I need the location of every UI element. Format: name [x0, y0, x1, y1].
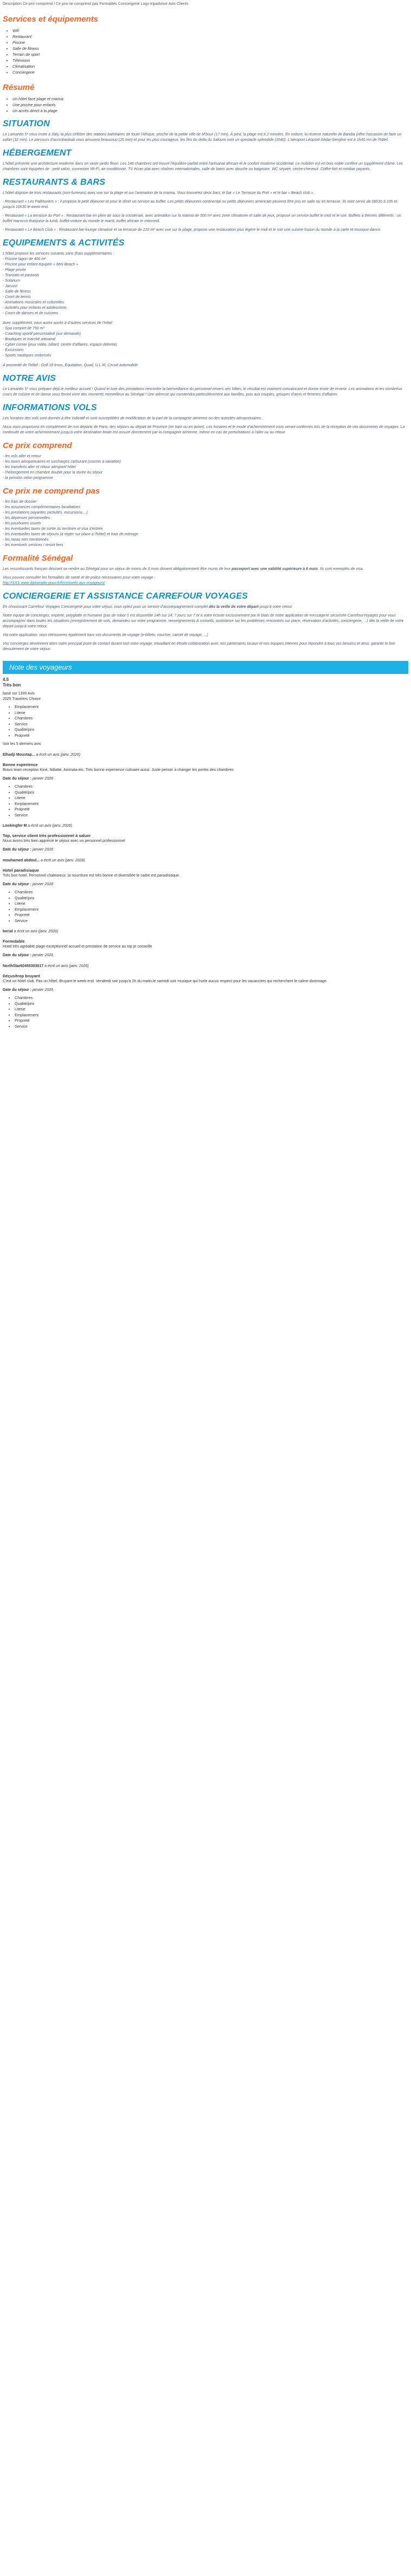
- notes-bar-title: Note des voyageurs: [3, 661, 408, 674]
- restaurants-title: RESTAURANTS & BARS: [3, 178, 106, 187]
- equipements-nearby: À proximité de l'hôtel : Golf 18 trous, Équitation, Quad, U.L.M, Circuit automobile: [3, 364, 138, 367]
- equipements-free-list: [3, 251, 408, 316]
- review-title: Bonne experience: [3, 762, 38, 767]
- restaurants-section: [3, 178, 408, 233]
- review-wrote: a écrit un avis (janv. 2026): [35, 753, 81, 757]
- resume-item: • Une piscine pour enfants: [12, 102, 408, 108]
- review-category: • Qualité/prix: [15, 790, 408, 796]
- review-author: Lookingfor M: [3, 824, 27, 828]
- equipement-item: - Piscine pour enfant équipée « Mini Beach »: [3, 263, 79, 267]
- review-text: Hotel très agréable plage exceptionnel accueil et prestation de service au top je conseille: [3, 945, 152, 949]
- review-date: [3, 882, 408, 887]
- situation-title: SITUATION: [3, 119, 50, 128]
- prix-ne-comprend-item: - les dépenses personnelles: [3, 516, 50, 520]
- review-date-label: Date du séjour :: [3, 848, 31, 852]
- travelers-choice-award: 2025 Travelers Choice: [3, 697, 41, 701]
- service-item: • Climatisation: [12, 63, 408, 69]
- conciergerie-paragraph: Vos concierges deviennent alors votre principal point de contact durant tout votre voyage, travaillant en étroite collaboration avec nos partenaires locaux et nos équipes internes pour répondre à tous vos besoins et ainsi, garantir le bon déroulement de votre séjour.: [3, 642, 395, 651]
- equipements-intro2: Avec supplément, vous aurez accès à d'autres services de l'hôtel :: [3, 321, 114, 325]
- review-author: mouhamed abdoul...: [3, 859, 40, 862]
- prix-ne-comprend-item: - les éventuelles taxes de sortie du territoire et visa d'entrée: [3, 527, 103, 531]
- prix-ne-comprend-list: [3, 499, 408, 548]
- review-category: • Qualité/prix: [15, 1001, 408, 1007]
- service-item: • Piscine: [12, 40, 408, 46]
- review-title: Déçus/trop bruyant: [3, 974, 40, 978]
- equipement-item: - Transats et parasols: [3, 274, 40, 277]
- review-categories: [15, 995, 408, 1029]
- review-author: berial: [3, 930, 13, 933]
- equipement-paid-item: - Spa complet de 750 m²: [3, 327, 44, 330]
- review-category: • Propreté: [15, 912, 408, 918]
- rating-value: 4.5: [3, 677, 9, 682]
- review-date-value: janvier 2026: [32, 883, 53, 886]
- see-last-reviews-link[interactable]: Voir les 5 derniers avis: [3, 742, 41, 746]
- review-category: • Literie: [15, 795, 408, 801]
- review-item: [3, 752, 408, 818]
- resume-item: • Un hôtel face plage et marina: [12, 96, 408, 102]
- review-author: Elhadji Moustap...: [3, 753, 35, 757]
- review-category: • Emplacement: [15, 1013, 408, 1018]
- prix-ne-comprend-section: [3, 486, 408, 548]
- review-author-line: [3, 752, 408, 758]
- prix-ne-comprend-item: - les éventuelles taxes de séjours (à régler sur place à l'hôtel) et frais de ménage: [3, 533, 138, 536]
- prix-comprend-list: [3, 454, 408, 481]
- review-date-value: janvier 2026: [32, 988, 53, 992]
- review-date: [3, 953, 408, 958]
- equipement-paid-item: - Excursions: [3, 348, 24, 352]
- review-author: NorthStar60455303017: [3, 964, 44, 968]
- equipement-item: - Activités pour enfants et adolescents: [3, 306, 67, 310]
- review-text: Bravo team reception Kiné, Ndiatte, Aminata etc. Très bonne experience culinaire aussi. Juste penser à changer les portes des chambres.: [3, 768, 235, 772]
- review-date-label: Date du séjour :: [3, 953, 31, 957]
- services-title: Services et équipements: [3, 15, 98, 24]
- review-category: • Chambres: [15, 995, 408, 1001]
- review-author-line: [3, 823, 408, 829]
- conciergerie-section: [3, 592, 408, 652]
- equipements-title: EQUIPEMENTS & ACTIVITÉS: [3, 238, 125, 248]
- prix-ne-comprend-item: - les frais de dossier: [3, 500, 37, 504]
- hebergement-text: L'hôtel présente une architecture moderne dans un vaste jardin fleuri. Les 146 chambres ont trouvé l'équilibre parfait entre l'artisanat africain et le confort moderne occidental. Le mobilier est en bois noble confère un supplément d'âme. Les chambres sont équipées de : petit salon, connexion Wi-Fi, air conditionné, TV écran plat avec chaînes internationales, salle de bains avec douche ou baignoire, WC séparé, sèche-cheveux. Coffre-fort et minibar payants.: [3, 162, 403, 171]
- conciergerie-text-bold: dès la veille de votre départ: [209, 605, 259, 609]
- review-wrote: a écrit un avis (janv. 2026): [43, 964, 89, 968]
- equipement-paid-item: - Cyber corner (jeux vidéo, billard, centre d'affaires, espace détente): [3, 343, 117, 347]
- prix-comprend-item: - les vols aller et retour: [3, 455, 41, 458]
- review-item: [3, 929, 408, 958]
- review-title: Formidable: [3, 939, 25, 944]
- rating-category: • Propreté: [15, 733, 408, 739]
- prix-ne-comprend-item: - les repas non mentionnés: [3, 538, 49, 542]
- review-categories: [15, 890, 408, 924]
- notre-avis-text: Le Lamantin 5* vous prépare déjà le meilleur accueil ! Quand le luxe des prestations rencontre la bienveillance du personnel envers ses hôtes, le résultat est vraiment convaincant et donne envie de revenir. Les animations et les nombreux cours de cuisine et de danse vous feront vivre des moments merveilleux au Sénégal ! Une adresse qui conviendra particulièrement aux familles, puis aux couples, groupes d'amis et femmes d'affaires.: [3, 387, 402, 397]
- equipement-paid-item: - Boutiques et marché artisanal: [3, 338, 55, 341]
- review-text: Très bon hotel. Personnel chaleureux ,la nourriture est très bonne et diversifiée le cadre est paradisiaque.: [3, 874, 180, 878]
- formalite-title: Formalité Sénégal: [3, 554, 73, 563]
- review-date-label: Date du séjour :: [3, 988, 31, 992]
- conciergerie-paragraph: Via notre application, vous retrouverez également tous vos documents de voyage (e-billets, voucher, carnet de voyage, ...): [3, 633, 208, 637]
- conciergerie-title: CONCIERGERIE ET ASSISTANCE CARREFOUR VOYAGES: [3, 592, 248, 601]
- service-item: • Restaurant: [12, 34, 408, 40]
- review-date: [3, 776, 408, 782]
- equipement-item: - Solarium: [3, 279, 20, 283]
- resume-title: Résumé: [3, 83, 35, 92]
- prix-comprend-item: - les transferts aller et retour aéroport/ hôtel: [3, 465, 76, 469]
- rating-category: • Service: [15, 722, 408, 728]
- prix-ne-comprend-item: - les prestations payantes (activités, excursions,...): [3, 511, 88, 515]
- review-date-value: janvier 2026: [32, 848, 53, 852]
- review-category: • Emplacement: [15, 801, 408, 807]
- formalite-passport-text: [3, 567, 408, 572]
- prix-comprend-item: - la pension selon programme: [3, 476, 53, 480]
- equipement-item: - Salle de fitness: [3, 290, 31, 294]
- review-category: • Service: [15, 1024, 408, 1030]
- equipements-section: [3, 238, 408, 368]
- rating-category: • Qualité/prix: [15, 727, 408, 733]
- review-category: • Literie: [15, 1007, 408, 1013]
- restaurants-paragraph: L'hôtel dispose de trois restaurants (non-fumeurs) avec vue sur la plage et sur l'animation de la marina. Vous trouverez deux bars, le bar « Le Terrasse du Port » et le bar « Beach club ».: [3, 191, 314, 195]
- prix-comprend-item: - les taxes aéroportuaires et surcharges carburant (soumis à variation): [3, 460, 121, 464]
- review-category: • Literie: [15, 901, 408, 907]
- notre-avis-title: NOTRE AVIS: [3, 374, 56, 383]
- rating-label: Très bon: [3, 683, 21, 687]
- formalite-text-end: . Ils sont exemptés de visa.: [318, 567, 364, 571]
- service-item: • Conciergerie: [12, 69, 408, 75]
- rating-category: • Literie: [15, 710, 408, 716]
- prix-ne-comprend-item: - les éventuels services / resort fees: [3, 543, 63, 547]
- equipement-item: - Jacuzzi: [3, 284, 18, 288]
- review-title: Top, service client très professionnel à saluer: [3, 833, 91, 838]
- resume-list: [12, 96, 408, 114]
- review-category: • Chambres: [15, 890, 408, 896]
- services-list: [12, 28, 408, 75]
- review-wrote: a écrit un avis (janv. 2026): [27, 824, 72, 828]
- review-item: [3, 858, 408, 924]
- hebergement-title: HÉBERGEMENT: [3, 148, 72, 158]
- informations-title: INFORMATIONS VOLS: [3, 403, 97, 412]
- review-title: Hotel paradisiaque: [3, 868, 40, 873]
- service-item: • Télévision: [12, 57, 408, 63]
- review-text: Nous avons très bien apprécié le séjour avec un personnel professionnel: [3, 839, 125, 843]
- review-date: [3, 988, 408, 993]
- situation-section: [3, 119, 408, 143]
- service-item: • Salle de fitness: [12, 46, 408, 51]
- review-date-value: janvier 2026: [32, 953, 53, 957]
- equipement-item: - Animations musicales et culturelles: [3, 301, 64, 304]
- review-category: • Propreté: [15, 1018, 408, 1024]
- formalite-section: [3, 554, 408, 586]
- prix-ne-comprend-item: - les pourboires usuels: [3, 522, 41, 525]
- review-date-label: Date du séjour :: [3, 777, 31, 781]
- review-category: • Service: [15, 813, 408, 819]
- equipement-paid-item: - Sports nautiques motorisés: [3, 354, 52, 358]
- rating-category: • Chambres: [15, 716, 408, 722]
- review-category: • Chambres: [15, 784, 408, 790]
- conciergerie-text-end: jusqu'à votre retour.: [258, 605, 293, 609]
- hebergement-section: [3, 148, 408, 172]
- equipement-item: - Court de tennis: [3, 295, 31, 299]
- equipement-item: - Cours de danses et de cuisines: [3, 312, 58, 315]
- reviews-section: [3, 677, 408, 1029]
- restaurants-paragraph: - Restaurant « Les Palétuviers » : il propose le petit déjeuner et pour le dîner un service au buffet. Les petits déjeuners continental ou petits déjeuners américain peuvent être pris en salle ou en terrasse. Ils sont servis de 06h30 à 10h et jusqu'à 10h30 le week-end.: [3, 200, 397, 209]
- formalite-text-bold: passeport avec une validité supérieure à 6 mois: [232, 567, 318, 571]
- informations-paragraph: Les horaires des vols sont donnés à titre indicatif et sont susceptibles de modification de la part de la compagnie aérienne ou des autorités aéroportuaires.: [3, 417, 262, 420]
- review-category: • Propreté: [15, 807, 408, 813]
- page-navigation-text: Description Ce prix comprend / Ce prix ne comprend pas Formalités Conciergerie Logo tripadvisor Avis Clients: [3, 2, 189, 6]
- formalite-link[interactable]: http://XXX.www.diplomatie.gouv.fr/fr/conseils-aux-voyageurs/: [3, 581, 105, 585]
- formalite-consult-text: [3, 575, 408, 586]
- informations-paragraph: Nous vous proposons en complément de nos départs de Paris, des séjours au départ de Province (en train ou en avion). Les horaires et le mode d'acheminement vous seront confirmés lors de la réception de vos documents de voyages. La continuité de votre acheminement jusqu'à votre destination finale est assuré directement par la compagnie aérienne, même en cas de perturbations à l'aller ou au retour.: [3, 425, 405, 434]
- review-author-line: [3, 964, 408, 969]
- services-section: [3, 15, 408, 75]
- resume-item: • Un accès direct à la plage: [12, 108, 408, 114]
- review-wrote: a écrit un avis (janv. 2026): [12, 930, 59, 933]
- resume-section: [3, 83, 408, 114]
- review-text: C'est un hôtel club. Pas un hôtel. Bruyant le week-end. Vendredi soir jusqu'à 2h du matin,le samedi soir musique qui hurle aucun respect pour les vacanciers qui recherchent le calme dommage.: [3, 979, 327, 983]
- equipement-item: - Plage privée: [3, 268, 27, 272]
- informations-section: [3, 403, 408, 436]
- prix-ne-comprend-item: - les assurances complémentaires facultatives: [3, 505, 81, 509]
- prix-comprend-section: [3, 441, 408, 481]
- equipement-paid-item: - Coaching sportif personnalisé (sur demande): [3, 332, 81, 336]
- review-categories: [15, 784, 408, 818]
- review-item: [3, 823, 408, 853]
- restaurants-paragraph: - Restaurant « Le Beach Club » : Restaurant bar-lounge climatisé et sa terrasse de 220 m² avec vue sur la plage, propose une restauration plus légère le midi et le soir une cuisine fusion du monde à la carte et musique dance.: [3, 228, 381, 232]
- review-author-line: [3, 858, 408, 864]
- conciergerie-text-start: En choisissant Carrefour Voyages Conciergerie pour votre séjour, vous optez pour un service d'accompagnement complet: [3, 605, 209, 609]
- review-wrote: a écrit un avis (janv. 2026): [40, 859, 85, 862]
- review-category: • Service: [15, 918, 408, 924]
- review-date-label: Date du séjour :: [3, 883, 31, 886]
- rating-categories: [15, 704, 408, 738]
- review-author-line: [3, 929, 408, 935]
- prix-ne-comprend-title: Ce prix ne comprend pas: [3, 486, 100, 496]
- equipement-item: - Piscine lagon de 400 m²: [3, 257, 46, 261]
- conciergerie-paragraph: Notre équipe de concierges, experte, polyglotte et humaine (pas de robot !) est disponible 24h sur 24, 7 jours sur 7 et à votre écoute exclusivement par le biais de notre application de messagerie sécurisée CarrefourVoyages pour vous accompagner dans toutes les situations (enregistrement de vols, demandes sur votre programme, renseignements & conseils, assistance sur les problèmes rencontrés sur place, réservation d'activités, conciergerie, ...) dès la veille de votre départ jusqu'à votre retour.: [3, 614, 404, 628]
- equipements-intro: L'hôtel propose les services suivants sans (frais supplémentaires :: [3, 252, 114, 256]
- review-date-value: janvier 2026: [32, 777, 53, 781]
- formalite-text-start: Les ressortissants français désirant se rendre au Sénégal pour un séjour de moins de 3 mois doivent obligatoirement être munis de leur: [3, 567, 232, 571]
- restaurants-paragraph: - Restaurant « La terrasse du Port » : Restaurant-bar en plein air sous la cocoteraie, avec animation sur la marina de 300 m² avec zone climatisée et salle de jeux, propose un service buffet le midi et le soir. Buffets à thèmes différents : un buffet marocco-thaïquise la lundi, buffet-voiture du monde le mardi, buffet africain le mercredi.: [3, 214, 401, 223]
- equipements-paid-list: [3, 321, 408, 359]
- formalite-consult-label: Vous pouvez consulter les formalités de santé et de police nécessaires pour votre voyage :: [3, 576, 156, 580]
- prix-comprend-title: Ce prix comprend: [3, 441, 72, 450]
- review-category: • Emplacement: [15, 907, 408, 913]
- conciergerie-paragraph: [3, 605, 408, 610]
- service-item: • Terrain de sport: [12, 51, 408, 57]
- review-date: [3, 847, 408, 853]
- notre-avis-section: [3, 374, 408, 398]
- prix-comprend-item: - l'hébergement en chambre double pour la durée du séjour: [3, 471, 103, 475]
- review-category: • Qualité/prix: [15, 896, 408, 901]
- review-item: [3, 964, 408, 1029]
- rating-category: • Emplacement: [15, 704, 408, 710]
- rating-based-on: basé sur 1300 Avis: [3, 692, 35, 696]
- service-item: • Wifi: [12, 28, 408, 34]
- situation-text: Le Lamantin 5* vous invite à Saly, la plus célèbre des stations balnéaires de toute l'Afrique, proche de la petite ville de M'bour (17 min). À pied, la plage est à 2 minutes. En voiture, la réserve naturelle de Bandia (offre l'occasion de faire un safari (32 min). Le parcours d'accrobaobab vous amusera beaucoup (26 min) et pour les plus courageux, les îles du delta du Saloum sont un spectacle splendide (1h40). L'aéroport Léopold-Sédar-Senghor est à 1h40 mn de l'hôtel.: [3, 133, 402, 142]
